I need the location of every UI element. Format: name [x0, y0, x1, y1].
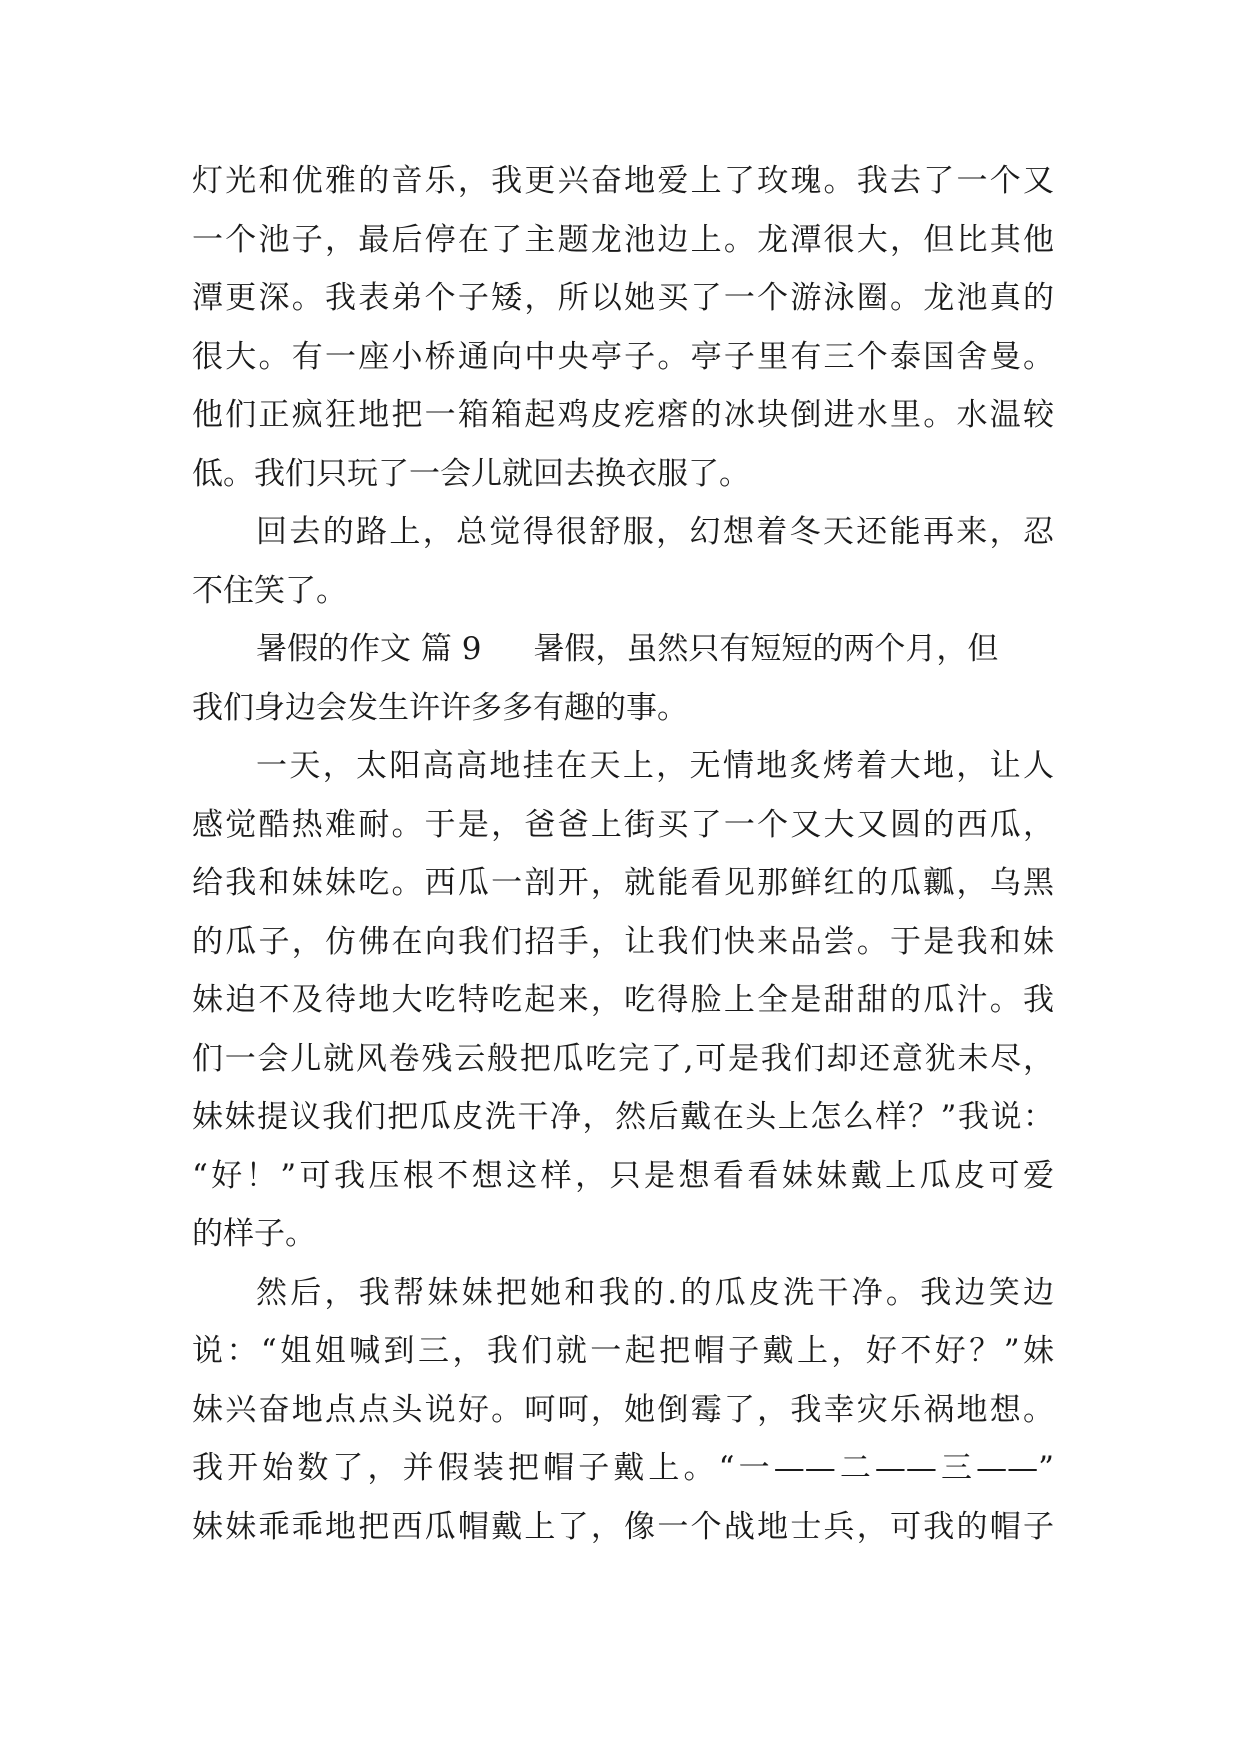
section-title: 暑假的作文 篇 9 [256, 631, 482, 667]
text-line: 然后，我帮妹妹把她和我的.的瓜皮洗干净。我边笑边 [256, 1274, 1054, 1311]
text-line: 回去的路上，总觉得很舒服，幻想着冬天还能再来，忍 [256, 514, 1054, 550]
text-line: 妹妹提议我们把瓜皮洗干净，然后戴在头上怎么样？”我说： [192, 1099, 1054, 1135]
text-line: 给我和妹妹吃。西瓜一剖开，就能看见那鲜红的瓜瓤，乌黑 [192, 865, 1054, 901]
text-line: 暑假，虽然只有短短的两个月，但 [533, 631, 999, 667]
text-line: 一个池子，最后停在了主题龙池边上。龙潭很大，但比其他 [192, 221, 1054, 258]
text-line: 灯光和优雅的音乐，我更兴奋地爱上了玫瑰。我去了一个又 [192, 163, 1054, 199]
text-line: 妹迫不及待地大吃特吃起来，吃得脸上全是甜甜的瓜汁。我 [192, 982, 1054, 1018]
text-line: “好！”可我压根不想这样，只是想看看妹妹戴上瓜皮可爱 [192, 1157, 1054, 1194]
text-line: 我开始数了，并假装把帽子戴上。“一——二——三——” [192, 1450, 1054, 1486]
text-line: 感觉酷热难耐。于是，爸爸上街买了一个又大又圆的西瓜， [192, 806, 1054, 843]
text-line: 低。我们只玩了一会儿就回去换衣服了。 [192, 455, 750, 492]
text-line: 一天，太阳高高地挂在天上，无情地炙烤着大地，让人 [256, 748, 1054, 784]
section-heading-line [192, 620, 1054, 679]
text-line: 的瓜子，仿佛在向我们招手，让我们快来品尝。于是我和妹 [192, 923, 1054, 960]
text-line: 潭更深。我表弟个子矮，所以她买了一个游泳圈。龙池真的 [192, 280, 1054, 316]
article-body [192, 152, 1054, 1556]
text-line: 的样子。 [192, 1216, 316, 1252]
text-line: 不住笑了。 [192, 572, 347, 609]
text-line: 很大。有一座小桥通向中央亭子。亭子里有三个泰国舍曼。 [192, 338, 1054, 375]
text-line: 妹妹乖乖地把西瓜帽戴上了，像一个战地士兵，可我的帽子 [192, 1508, 1054, 1545]
text-line: 说：“姐姐喊到三，我们就一起把帽子戴上，好不好？”妹 [192, 1333, 1054, 1369]
text-line: 我们身边会发生许许多多有趣的事。 [192, 689, 688, 726]
text-line: 他们正疯狂地把一箱箱起鸡皮疙瘩的冰块倒进水里。水温较 [192, 397, 1054, 433]
text-line: 妹兴奋地点点头说好。呵呵，她倒霉了，我幸灾乐祸地想。 [192, 1391, 1054, 1428]
text-line: 们一会儿就风卷残云般把瓜吃完了,可是我们却还意犹未尽， [192, 1040, 1054, 1077]
